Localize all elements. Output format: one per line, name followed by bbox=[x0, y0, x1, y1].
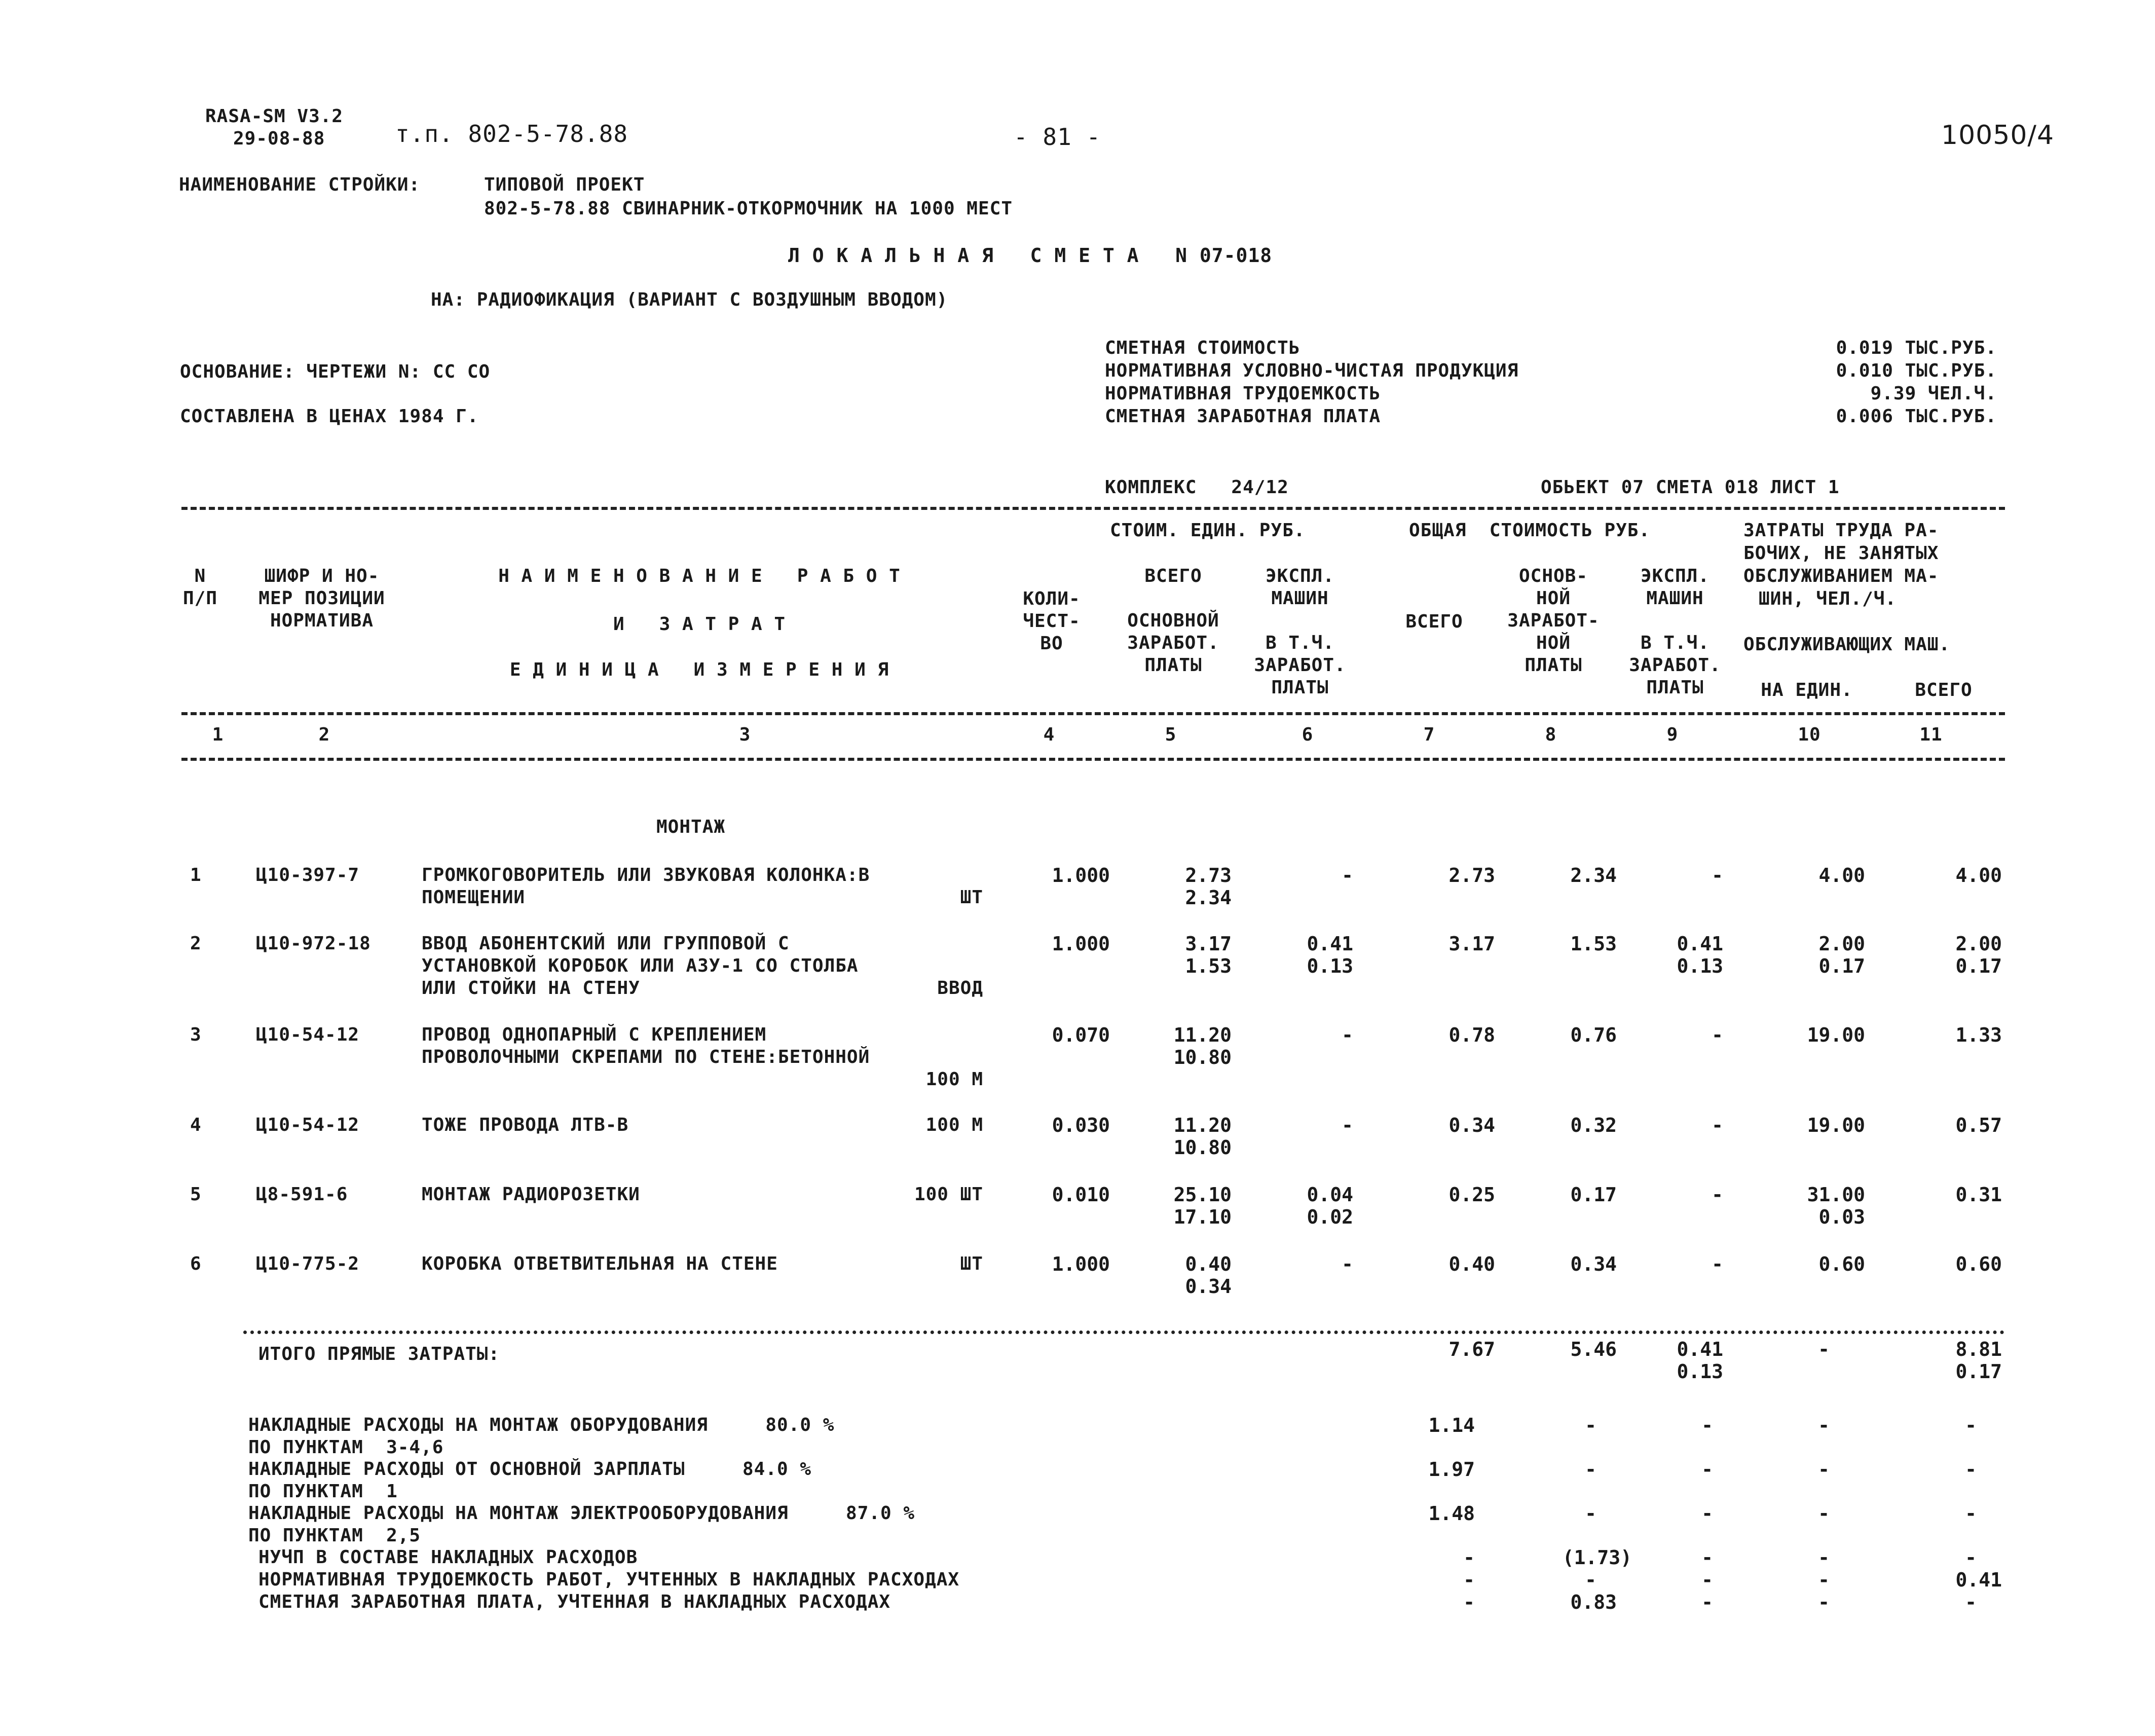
row-total-machines: - bbox=[1712, 1253, 1723, 1275]
summary-label-1: СМЕТНАЯ СТОИМОСТЬ bbox=[1105, 338, 1301, 358]
row-labor-total: 0.60 bbox=[1955, 1253, 2002, 1275]
row-number: 1 bbox=[190, 865, 202, 885]
overhead-machines: - bbox=[1701, 1414, 1713, 1436]
header-col-9: ЭКСПЛ. МАШИН В Т.Ч. ЗАРАБОТ. ПЛАТЫ bbox=[1629, 566, 1721, 698]
column-number: 2 bbox=[318, 724, 330, 745]
row-unit: 100 М bbox=[925, 1115, 983, 1135]
row-total: 2.73 bbox=[1448, 864, 1495, 887]
row-quantity: 0.010 bbox=[1052, 1184, 1110, 1206]
row-labor-unit: 2.00 0.17 bbox=[1818, 933, 1865, 977]
row-name: МОНТАЖ РАДИОРОЗЕТКИ bbox=[422, 1184, 640, 1205]
stroika-line2: 802-5-78.88 СВИНАРНИК-ОТКОРМОЧНИК НА 1000 МЕСТ bbox=[484, 198, 1013, 219]
overhead-labor-total: - bbox=[1965, 1591, 1977, 1613]
row-number: 6 bbox=[190, 1253, 202, 1274]
header-col-11: ВСЕГО bbox=[1915, 680, 1973, 700]
overhead-total: 1.97 bbox=[1428, 1458, 1475, 1481]
overhead-labor-unit: - bbox=[1818, 1591, 1830, 1613]
column-number: 6 bbox=[1302, 724, 1314, 745]
stroika-line1: ТИПОВОЙ ПРОЕКТ bbox=[484, 174, 645, 195]
row-total-machines: - bbox=[1712, 1024, 1723, 1046]
column-number: 3 bbox=[739, 724, 751, 745]
row-unit-machines: - bbox=[1342, 1024, 1353, 1046]
header-col-8: ОСНОВ- НОЙ ЗАРАБОТ- НОЙ ПЛАТЫ bbox=[1507, 566, 1600, 676]
row-labor-total: 2.00 0.17 bbox=[1955, 933, 2002, 977]
overhead-label: НАКЛАДНЫЕ РАСХОДЫ НА МОНТАЖ ЭЛЕКТРООБОРУДОВАНИЯ 87.0 % ПО ПУНКТАМ 2,5 bbox=[248, 1503, 915, 1546]
row-labor-total: 1.33 bbox=[1955, 1024, 2002, 1046]
table-header-rule bbox=[181, 712, 2005, 715]
row-name: ТОЖЕ ПРОВОДА ЛТВ-В bbox=[422, 1115, 629, 1135]
header-col-1: N П/П bbox=[182, 566, 218, 609]
summary-label-4: СМЕТНАЯ ЗАРАБОТНАЯ ПЛАТА bbox=[1105, 406, 1381, 427]
header-group-labor-1: ЗАТРАТЫ ТРУДА РА- bbox=[1743, 520, 1939, 541]
overhead-wages: - bbox=[1585, 1414, 1596, 1436]
row-quantity: 0.070 bbox=[1052, 1024, 1110, 1046]
row-total: 0.78 bbox=[1448, 1024, 1495, 1046]
overhead-total: 1.14 bbox=[1428, 1414, 1475, 1436]
header-col-3-line-2: И З А Т Р А Т bbox=[613, 614, 786, 635]
estimate-subject: НА: РАДИОФИКАЦИЯ (ВАРИАНТ С ВОЗДУШНЫМ ВВОДОМ) bbox=[431, 289, 948, 310]
row-unit-total: 2.73 2.34 bbox=[1185, 864, 1232, 909]
overhead-machines: - bbox=[1701, 1591, 1713, 1613]
row-labor-unit: 19.00 bbox=[1807, 1024, 1865, 1046]
program-version: RASA-SM V3.2 bbox=[205, 106, 344, 127]
row-unit: ВВОД bbox=[937, 978, 983, 999]
print-date: 29-08-88 bbox=[233, 128, 325, 149]
overhead-label: НОРМАТИВНАЯ ТРУДОЕМКОСТЬ РАБОТ, УЧТЕННЫХ В НАКЛАДНЫХ РАСХОДАХ bbox=[258, 1569, 960, 1590]
header-group-labor-4: ШИН, ЧЕЛ./Ч. bbox=[1759, 588, 1897, 609]
header-group-labor-5: ОБСЛУЖИВАЮЩИХ МАШ. bbox=[1743, 634, 1951, 655]
row-total-wages: 1.53 bbox=[1570, 933, 1617, 955]
header-col-10: НА ЕДИН. bbox=[1761, 680, 1853, 700]
row-unit-total: 3.17 1.53 bbox=[1185, 933, 1232, 977]
row-unit: 100 М bbox=[925, 1069, 983, 1090]
overhead-labor-unit: - bbox=[1818, 1414, 1830, 1436]
totals-labor-unit: - bbox=[1818, 1338, 1830, 1360]
summary-value-3: 9.39 ЧЕЛ.Ч. bbox=[1870, 383, 1997, 404]
row-total-machines: - bbox=[1712, 1114, 1723, 1136]
header-col-5: ВСЕГО ОСНОВНОЙ ЗАРАБОТ. ПЛАТЫ bbox=[1127, 566, 1219, 676]
summary-value-2: 0.010 ТЫС.РУБ. bbox=[1836, 360, 1997, 381]
overhead-machines: - bbox=[1701, 1502, 1713, 1525]
overhead-wages: - bbox=[1585, 1502, 1596, 1525]
totals-wages: 5.46 bbox=[1570, 1338, 1617, 1360]
row-code: Ц10-397-7 bbox=[256, 865, 360, 885]
overhead-label: НАКЛАДНЫЕ РАСХОДЫ ОТ ОСНОВНОЙ ЗАРПЛАТЫ 84.0 % ПО ПУНКТАМ 1 bbox=[248, 1459, 812, 1502]
column-number: 7 bbox=[1423, 724, 1435, 745]
summary-value-1: 0.019 ТЫС.РУБ. bbox=[1836, 338, 1997, 358]
object-sheet: ОБЬЕКТ 07 СМЕТА 018 ЛИСТ 1 bbox=[1541, 477, 1840, 498]
overhead-labor-total: - bbox=[1965, 1502, 1977, 1525]
row-total: 0.25 bbox=[1448, 1184, 1495, 1206]
summary-value-4: 0.006 ТЫС.РУБ. bbox=[1836, 406, 1997, 427]
column-number: 11 bbox=[1919, 724, 1943, 745]
summary-label-3: НОРМАТИВНАЯ ТРУДОЕМКОСТЬ bbox=[1105, 383, 1381, 404]
row-labor-unit: 0.60 bbox=[1818, 1253, 1865, 1275]
overhead-labor-total: - bbox=[1965, 1414, 1977, 1436]
row-unit-machines: - bbox=[1342, 1114, 1353, 1136]
row-total: 0.40 bbox=[1448, 1253, 1495, 1275]
row-name: КОРОБКА ОТВЕТВИТЕЛЬНАЯ НА СТЕНЕ bbox=[422, 1253, 778, 1274]
row-total-machines: 0.41 0.13 bbox=[1677, 933, 1723, 977]
row-total-wages: 2.34 bbox=[1570, 864, 1617, 887]
row-quantity: 1.000 bbox=[1052, 864, 1110, 887]
row-unit-total: 11.20 10.80 bbox=[1173, 1024, 1232, 1068]
complex-code: КОМПЛЕКС 24/12 bbox=[1105, 477, 1289, 498]
column-number: 1 bbox=[212, 724, 224, 745]
row-unit-machines: 0.04 0.02 bbox=[1307, 1184, 1353, 1228]
totals-label: ИТОГО ПРЯМЫЕ ЗАТРАТЫ: bbox=[258, 1344, 500, 1364]
overhead-label: НУЧП В СОСТАВЕ НАКЛАДНЫХ РАСХОДОВ bbox=[258, 1547, 638, 1568]
overhead-wages: 0.83 bbox=[1570, 1591, 1617, 1613]
overhead-machines: - bbox=[1701, 1458, 1713, 1481]
column-number: 9 bbox=[1666, 724, 1679, 745]
row-code: Ц10-54-12 bbox=[256, 1115, 360, 1135]
row-quantity: 1.000 bbox=[1052, 933, 1110, 955]
row-labor-total: 0.31 bbox=[1955, 1184, 2002, 1206]
row-unit-machines: - bbox=[1342, 864, 1353, 887]
row-code: Ц10-54-12 bbox=[256, 1024, 360, 1045]
row-code: Ц10-775-2 bbox=[256, 1253, 360, 1274]
overhead-total: - bbox=[1463, 1591, 1475, 1613]
totals-machines: 0.41 0.13 bbox=[1677, 1338, 1723, 1383]
row-labor-unit: 4.00 bbox=[1818, 864, 1865, 887]
header-group-labor-2: БОЧИХ, НЕ ЗАНЯТЫХ bbox=[1743, 543, 1939, 564]
overhead-labor-unit: - bbox=[1818, 1569, 1830, 1591]
row-unit-machines: 0.41 0.13 bbox=[1307, 933, 1353, 977]
row-total-wages: 0.76 bbox=[1570, 1024, 1617, 1046]
column-number: 8 bbox=[1545, 724, 1557, 745]
overhead-label: СМЕТНАЯ ЗАРАБОТНАЯ ПЛАТА, УЧТЕННАЯ В НАКЛАДНЫХ РАСХОДАХ bbox=[258, 1592, 891, 1612]
column-number: 5 bbox=[1165, 724, 1177, 745]
overhead-labor-unit: - bbox=[1818, 1458, 1830, 1481]
row-name: ПРОВОД ОДНОПАРНЫЙ С КРЕПЛЕНИЕМ ПРОВОЛОЧНЫМИ СКРЕПАМИ ПО СТЕНЕ:БЕТОННОЙ bbox=[422, 1024, 870, 1067]
row-labor-total: 4.00 bbox=[1955, 864, 2002, 887]
header-col-3-line-1: Н А И М Е Н О В А Н И Е Р А Б О Т bbox=[498, 566, 901, 586]
overhead-total: 1.48 bbox=[1428, 1502, 1475, 1525]
table-top-rule bbox=[181, 507, 2005, 510]
header-col-3-line-3: Е Д И Н И Ц А И З М Е Р Е Н И Я bbox=[509, 659, 889, 680]
overhead-labor-total: 0.41 bbox=[1955, 1569, 2002, 1591]
overhead-wages: - bbox=[1585, 1458, 1596, 1481]
table-columns-rule bbox=[181, 758, 2005, 761]
row-quantity: 1.000 bbox=[1052, 1253, 1110, 1275]
header-col-7: ВСЕГО bbox=[1405, 611, 1463, 632]
overhead-labor-unit: - bbox=[1818, 1502, 1830, 1525]
row-quantity: 0.030 bbox=[1052, 1114, 1110, 1136]
document-number: 10050/4 bbox=[1941, 120, 2055, 151]
overhead-labor-total: - bbox=[1965, 1546, 1977, 1569]
column-number: 4 bbox=[1043, 724, 1055, 745]
header-col-4: КОЛИ- ЧЕСТ- ВО bbox=[1023, 588, 1081, 654]
row-unit: ШТ bbox=[960, 887, 983, 908]
overhead-total: - bbox=[1463, 1569, 1475, 1591]
header-col-2: ШИФР И НО- МЕР ПОЗИЦИИ НОРМАТИВА bbox=[258, 566, 385, 631]
row-unit-total: 0.40 0.34 bbox=[1185, 1253, 1232, 1298]
summary-label-2: НОРМАТИВНАЯ УСЛОВНО-ЧИСТАЯ ПРОДУКЦИЯ bbox=[1105, 360, 1519, 381]
project-code: т.п. 802-5-78.88 bbox=[395, 120, 628, 147]
row-labor-total: 0.57 bbox=[1955, 1114, 2002, 1136]
price-basis: СОСТАВЛЕНА В ЦЕНАХ 1984 Г. bbox=[180, 406, 479, 427]
row-number: 5 bbox=[190, 1184, 202, 1205]
header-group-total-cost: ОБЩАЯ СТОИМОСТЬ РУБ. bbox=[1409, 520, 1651, 541]
totals-labor-total: 8.81 0.17 bbox=[1955, 1338, 2002, 1383]
overhead-labor-total: - bbox=[1965, 1458, 1977, 1481]
row-name: ВВОД АБОНЕНТСКИЙ ИЛИ ГРУППОВОЙ С УСТАНОВКОЙ КОРОБОК ИЛИ АЗУ-1 СО СТОЛБА ИЛИ СТОЙКИ НА СТЕНУ bbox=[422, 933, 859, 999]
stroika-label: НАИМЕНОВАНИЕ СТРОЙКИ: bbox=[179, 174, 421, 195]
overhead-wages: (1.73) bbox=[1562, 1546, 1632, 1569]
row-number: 3 bbox=[190, 1024, 202, 1045]
page-number: - 81 - bbox=[1014, 123, 1101, 151]
overhead-machines: - bbox=[1701, 1546, 1713, 1569]
row-unit: 100 ШТ bbox=[914, 1184, 983, 1205]
row-code: Ц10-972-18 bbox=[256, 933, 371, 954]
row-total: 3.17 bbox=[1448, 933, 1495, 955]
overhead-labor-unit: - bbox=[1818, 1546, 1830, 1569]
row-name: ГРОМКОГОВОРИТЕЛЬ ИЛИ ЗВУКОВАЯ КОЛОНКА:В ПОМЕЩЕНИИ bbox=[422, 865, 870, 908]
row-code: Ц8-591-6 bbox=[256, 1184, 348, 1205]
overhead-total: - bbox=[1463, 1546, 1475, 1569]
row-unit-total: 11.20 10.80 bbox=[1173, 1114, 1232, 1159]
document-title: Л О К А Л Ь Н А Я С М Е Т А N 07-018 bbox=[788, 244, 1273, 267]
totals-dotted-rule bbox=[243, 1331, 2005, 1334]
row-total-wages: 0.34 bbox=[1570, 1253, 1617, 1275]
section-title: МОНТАЖ bbox=[656, 817, 726, 837]
row-labor-unit: 19.00 bbox=[1807, 1114, 1865, 1136]
row-unit: ШТ bbox=[960, 1253, 983, 1274]
row-unit-machines: - bbox=[1342, 1253, 1353, 1275]
row-total-wages: 0.17 bbox=[1570, 1184, 1617, 1206]
totals-total: 7.67 bbox=[1448, 1338, 1495, 1360]
header-group-labor-3: ОБСЛУЖИВАНИЕМ МА- bbox=[1743, 566, 1939, 586]
header-col-6: ЭКСПЛ. МАШИН В Т.Ч. ЗАРАБОТ. ПЛАТЫ bbox=[1254, 566, 1346, 698]
overhead-label: НАКЛАДНЫЕ РАСХОДЫ НА МОНТАЖ ОБОРУДОВАНИЯ 80.0 % ПО ПУНКТАМ 3-4,6 bbox=[248, 1415, 835, 1458]
row-total-machines: - bbox=[1712, 864, 1723, 887]
row-total: 0.34 bbox=[1448, 1114, 1495, 1136]
row-number: 4 bbox=[190, 1115, 202, 1135]
header-group-unit-cost: СТОИМ. ЕДИН. РУБ. bbox=[1110, 520, 1306, 541]
row-total-wages: 0.32 bbox=[1570, 1114, 1617, 1136]
basis: ОСНОВАНИЕ: ЧЕРТЕЖИ N: СС СО bbox=[180, 361, 491, 382]
row-labor-unit: 31.00 0.03 bbox=[1807, 1184, 1865, 1228]
row-unit-total: 25.10 17.10 bbox=[1173, 1184, 1232, 1228]
overhead-machines: - bbox=[1701, 1569, 1713, 1591]
column-number: 10 bbox=[1798, 724, 1821, 745]
overhead-wages: - bbox=[1585, 1569, 1596, 1591]
row-total-machines: - bbox=[1712, 1184, 1723, 1206]
row-number: 2 bbox=[190, 933, 202, 954]
